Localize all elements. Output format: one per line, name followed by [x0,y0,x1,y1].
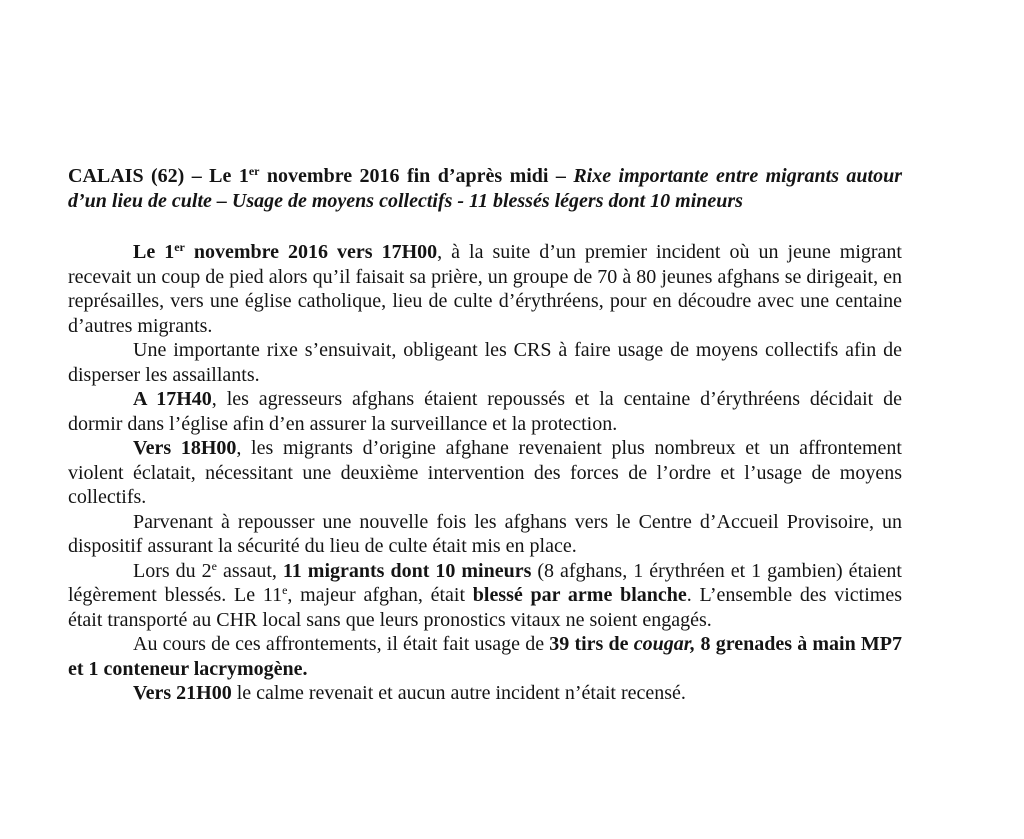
paragraph [68,240,902,338]
text-run: Parvenant à repousser une nouvelle fois les afghans vers le Centre d’Accueil Provisoire, un dispositif assurant la sécurité du lieu de culte était mis en place. [68,510,902,557]
text-run: novembre 2016 fin d’après midi – [259,165,574,187]
text-run: , majeur afghan, était [287,584,473,606]
text-run: e [211,558,217,573]
text-run: cougar, [633,633,696,655]
paragraph [68,632,902,681]
document-body [68,240,902,706]
text-run: e [282,583,288,597]
text-run: 39 tirs de [549,633,634,655]
paragraph [68,559,902,633]
paragraph [68,387,902,436]
text-run: Vers 18H00 [133,437,237,459]
text-run: er [248,164,260,178]
paragraph [68,510,902,559]
text-run: , les migrants d’origine afghane revenaient plus nombreux et un affrontement violent éclatait, nécessitant une deuxième intervention des forces de l’ordre et l’usage de moyens collectifs. [68,437,902,508]
text-run: Vers 21H00 [133,682,232,704]
text-run: , à la suite d’un premier incident où un jeune migrant recevait un coup de pied alors qu’il faisait sa prière, un groupe de 70 à 80 jeunes afghans se dirigeait, en représailles, vers une église catholique, lieu de culte d’érythréens, pour en découdre avec une centaine d’autres migrants. [68,241,902,337]
text-run: CALAIS (62) – Le 1 [68,165,249,187]
text-run: 11 migrants dont 10 mineurs [282,559,532,582]
text-run: (8 afghans, 1 érythréen et 1 gambien) étaient légèrement blessés. Le 11 [68,559,902,606]
text-run: novembre 2016 vers 17H00 [184,241,438,263]
paragraph [68,338,902,387]
text-run: assaut, [217,559,283,582]
paragraph [68,436,902,510]
text-run: , les agresseurs afghans étaient repoussés et la centaine d’érythréens décidait de dormir dans l’église afin d’en assurer la surveillance et la protection. [68,388,902,435]
text-run: A 17H40 [133,388,212,410]
text-run: 8 grenades à main MP7 et 1 conteneur lacrymogène. [68,633,902,680]
text-run: er [174,240,185,254]
text-run: le calme revenait et aucun autre incident n’était recensé. [231,682,686,704]
paragraph [68,681,902,706]
text-run: Le 1 [133,241,175,263]
document-title [68,164,902,213]
document-page [68,164,902,706]
text-run: Rixe importante entre migrants autour d’un lieu de culte – Usage de moyens collectifs - 11 blessés légers dont 10 mineurs [68,165,902,212]
text-run: blessé par arme blanche [472,584,687,606]
text-run: Au cours de ces affrontements, il était fait usage de [133,633,550,655]
text-run: Une importante rixe s’ensuivait, obligeant les CRS à faire usage de moyens collectifs afin de disperser les assaillants. [68,339,902,386]
text-run: Lors du 2 [133,559,212,582]
text-run: . L’ensemble des victimes était transporté au CHR local sans que leurs pronostics vitaux ne soient engagés. [68,584,902,631]
